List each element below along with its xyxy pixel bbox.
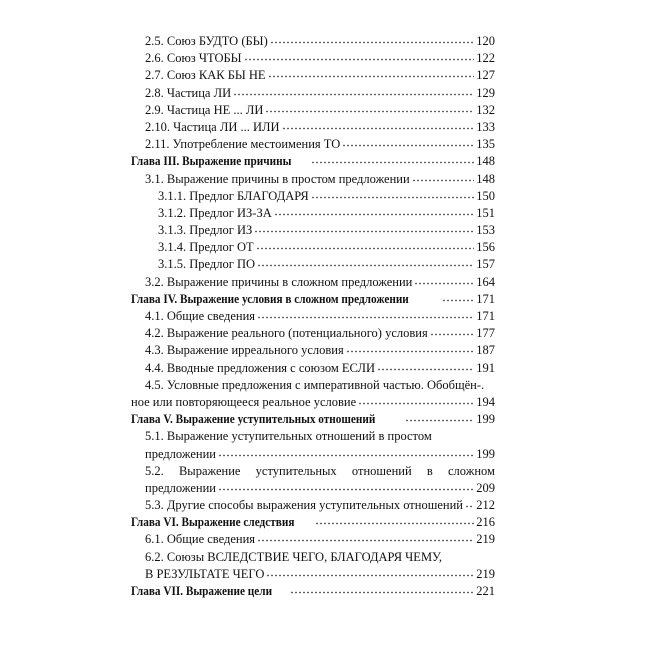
dot-leader bbox=[266, 574, 474, 577]
toc-entry-title: 4.2. Выражение реального (потенциального) условия bbox=[145, 326, 428, 341]
toc-entry-page: 194 bbox=[476, 394, 495, 409]
dot-leader bbox=[290, 591, 475, 594]
toc-entry-title: 2.5. Союз БУДТО (БЫ) bbox=[145, 34, 268, 48]
toc-entry-multiline bbox=[131, 377, 495, 411]
toc-entry-page: 219 bbox=[476, 566, 495, 581]
dot-leader bbox=[265, 110, 474, 113]
toc-entry-title: 3.1.1. Предлог БЛАГОДАРЯ bbox=[158, 188, 309, 203]
toc-chapter bbox=[131, 514, 495, 531]
toc-entry bbox=[131, 308, 495, 325]
toc-entry bbox=[131, 342, 495, 359]
toc-entry-page: 212 bbox=[476, 498, 495, 513]
toc-entry-page: 157 bbox=[476, 257, 495, 272]
dot-leader bbox=[254, 230, 474, 233]
dot-leader bbox=[256, 247, 475, 250]
toc-entry-page: 122 bbox=[476, 51, 495, 66]
toc-entry-page: 135 bbox=[476, 137, 495, 152]
toc-entry bbox=[131, 222, 495, 239]
toc-entry bbox=[131, 136, 495, 153]
toc-entry-page: 148 bbox=[476, 171, 495, 186]
toc-chapter bbox=[131, 411, 495, 428]
dot-leader bbox=[244, 58, 475, 61]
toc-chapter-title: Глава V. Выражение уступительных отношений bbox=[131, 412, 376, 427]
toc-chapter-title: Глава VII. Выражение цели bbox=[131, 584, 273, 599]
toc-entry-page: 219 bbox=[476, 532, 495, 547]
dot-leader bbox=[274, 213, 474, 216]
title-word: в bbox=[426, 463, 433, 478]
toc-entry-title: 3.1.3. Предлог ИЗ bbox=[158, 223, 253, 238]
toc-entry-page: 171 bbox=[476, 291, 495, 306]
toc-entry-page: 156 bbox=[476, 240, 495, 255]
dot-leader bbox=[430, 333, 475, 336]
toc-entry bbox=[131, 33, 495, 50]
toc-chapter bbox=[131, 291, 495, 308]
toc-entry bbox=[131, 239, 495, 256]
toc-entry-title: 3.1.4. Предлог ОТ bbox=[158, 240, 254, 255]
toc-entry-page: 133 bbox=[476, 119, 495, 134]
toc-entry bbox=[131, 85, 495, 102]
dot-leader bbox=[282, 127, 475, 130]
dot-leader bbox=[257, 316, 474, 319]
dot-leader bbox=[377, 368, 474, 371]
toc-entry-title-line1: 6.2. Союзы ВСЛЕДСТВИЕ ЧЕГО, БЛАГОДАРЯ ЧЕМУ, bbox=[145, 549, 442, 564]
toc-entry-page: 209 bbox=[476, 480, 495, 495]
toc-entry-page: 199 bbox=[476, 412, 495, 427]
toc-entry-page: 164 bbox=[476, 274, 495, 289]
dot-leader bbox=[414, 282, 474, 285]
toc-entry-page: 177 bbox=[476, 326, 495, 341]
title-word: отношений bbox=[351, 463, 412, 478]
dot-leader bbox=[442, 299, 475, 302]
toc-entry bbox=[131, 256, 495, 273]
toc-entry bbox=[131, 325, 495, 342]
toc-entry-title-line1 bbox=[131, 463, 495, 480]
toc-entry bbox=[131, 274, 495, 291]
toc-entry-page: 150 bbox=[476, 188, 495, 203]
toc-entry-title: 4.1. Общие сведения bbox=[145, 309, 256, 323]
toc-entry-title-line2: предложении bbox=[145, 446, 216, 461]
toc-entry bbox=[131, 67, 495, 84]
dot-leader bbox=[257, 539, 474, 542]
title-word: Выражение bbox=[178, 463, 241, 478]
dot-leader bbox=[270, 41, 475, 44]
toc-entry-title-line2: предложении bbox=[145, 480, 216, 495]
toc-entry-title: 2.7. Союз КАК БЫ НЕ bbox=[145, 68, 266, 83]
toc-entry-title-line2: ное или повторяющееся реальное условие bbox=[131, 394, 357, 409]
dot-leader bbox=[233, 93, 474, 96]
toc-entry-title: 6.1. Общие сведения bbox=[145, 532, 256, 547]
title-word: сложном bbox=[447, 463, 495, 478]
dot-leader bbox=[315, 522, 475, 525]
toc-entry-page: 132 bbox=[476, 102, 495, 117]
title-word: 5.2. bbox=[145, 463, 164, 478]
toc-entry-title: 4.4. Вводные предложения с союзом ЕСЛИ bbox=[145, 360, 376, 375]
toc-entry bbox=[131, 119, 495, 136]
toc-entry-page: 216 bbox=[476, 515, 495, 530]
toc-chapter bbox=[131, 583, 495, 600]
toc-entry-title: 3.1. Выражение причины в простом предложении bbox=[145, 171, 410, 186]
toc-entry-multiline bbox=[131, 549, 495, 583]
toc-entry bbox=[131, 497, 495, 514]
toc-chapter-title: Глава IV. Выражение условия в сложном предложении bbox=[131, 291, 409, 306]
dot-leader bbox=[412, 179, 475, 182]
toc-entry-page: 120 bbox=[476, 34, 495, 48]
toc-chapter-title: Глава III. Выражение причины bbox=[131, 154, 292, 169]
toc-entry-page: 199 bbox=[476, 446, 495, 461]
dot-leader bbox=[346, 350, 475, 353]
toc-entry-title: 2.8. Частица ЛИ bbox=[145, 85, 232, 100]
toc-entry-page: 129 bbox=[476, 85, 495, 100]
toc-entry-title: 2.11. Употребление местоимения ТО bbox=[145, 137, 341, 152]
toc-entry-page: 148 bbox=[476, 154, 495, 169]
toc-entry bbox=[131, 188, 495, 205]
toc-entry bbox=[131, 531, 495, 548]
toc-entry-page: 151 bbox=[476, 205, 495, 220]
toc-entry-page: 153 bbox=[476, 223, 495, 238]
toc-entry-title-line2: В РЕЗУЛЬТАТЕ ЧЕГО bbox=[145, 566, 265, 581]
toc-entry-title: 3.1.5. Предлог ПО bbox=[158, 257, 256, 272]
dot-leader bbox=[465, 505, 474, 508]
toc-entry-page: 171 bbox=[476, 309, 495, 323]
toc-entry-multiline bbox=[131, 428, 495, 462]
toc-entry-page: 127 bbox=[476, 68, 495, 83]
toc-entry bbox=[131, 50, 495, 67]
toc-entry-title-line1: 4.5. Условные предложения с императивной частью. Обобщён-. bbox=[145, 377, 485, 392]
table-of-contents bbox=[131, 33, 495, 600]
toc-entry bbox=[131, 171, 495, 188]
toc-entry bbox=[131, 205, 495, 222]
toc-entry-title: 5.3. Другие способы выражения уступительных отношений bbox=[145, 498, 463, 513]
dot-leader bbox=[218, 454, 474, 457]
toc-entry-multiline bbox=[131, 463, 495, 497]
toc-entry-page: 187 bbox=[476, 343, 495, 358]
title-word: уступительных bbox=[255, 463, 337, 478]
toc-entry-page: 191 bbox=[476, 360, 495, 375]
dot-leader bbox=[405, 419, 475, 422]
toc-chapter bbox=[131, 153, 495, 170]
toc-entry bbox=[131, 360, 495, 377]
dot-leader bbox=[311, 196, 474, 199]
toc-entry-title-line1: 5.1. Выражение уступительных отношений в простом bbox=[145, 429, 432, 444]
dot-leader bbox=[342, 144, 474, 147]
dot-leader bbox=[358, 402, 474, 405]
toc-entry-title: 2.6. Союз ЧТОБЫ bbox=[145, 51, 242, 66]
toc-entry-title: 2.9. Частица НЕ ... ЛИ bbox=[145, 102, 264, 117]
toc-entry-page: 221 bbox=[476, 584, 495, 599]
toc-entry-title: 3.1.2. Предлог ИЗ-ЗА bbox=[158, 205, 272, 220]
toc-entry bbox=[131, 102, 495, 119]
dot-leader bbox=[311, 161, 474, 164]
toc-entry-title: 2.10. Частица ЛИ ... ИЛИ bbox=[145, 119, 280, 134]
toc-entry-title: 4.3. Выражение ирреального условия bbox=[145, 343, 344, 358]
dot-leader bbox=[218, 488, 474, 491]
toc-chapter-title: Глава VI. Выражение следствия bbox=[131, 515, 295, 530]
dot-leader bbox=[257, 264, 474, 267]
toc-entry-title: 3.2. Выражение причины в сложном предложении bbox=[145, 274, 413, 289]
dot-leader bbox=[268, 75, 475, 78]
